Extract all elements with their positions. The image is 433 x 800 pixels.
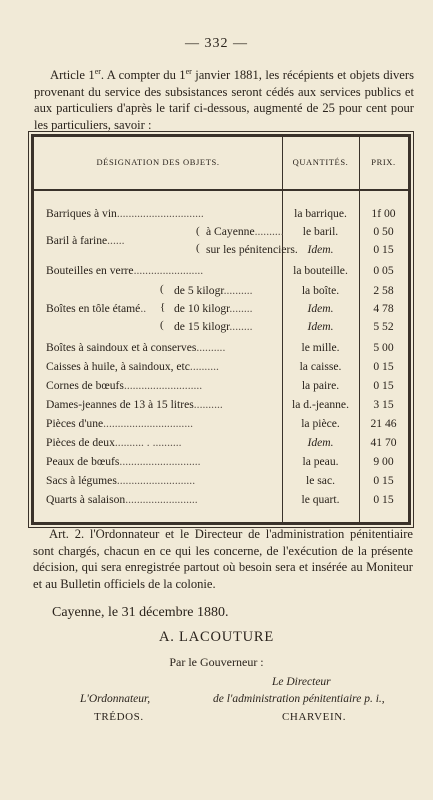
table-row-label: Baril à farine......	[46, 234, 125, 247]
ordonnateur-name: TRÉDOS.	[94, 711, 144, 723]
header-designation: DÉSIGNATION DES OBJETS.	[96, 157, 220, 167]
article-2-paragraph: Art. 2. l'Ordonnateur et le Directeur de l'administration pénitentiaire sont chargés, chacun en ce qui les concerne, de l'exécution de la présente décision, qui sera enregistrée partout où besoin sera et insérée au Moniteur et au Bulletin officiels de la colonie.	[33, 527, 413, 591]
directeur-name: CHARVEIN.	[282, 711, 347, 723]
table-row: à Cayenne.......... le baril. 0 50	[206, 225, 394, 238]
table-row: sur les pénitenciers. Idem. 0 15	[206, 243, 394, 256]
table-row: Peaux de bœufs............................ la peau. 9 00	[46, 455, 394, 468]
table-row: Bouteilles en verre........................ la bouteille. 0 05	[46, 264, 394, 277]
brace: {	[160, 301, 166, 313]
directeur-title-line2: de l'administration pénitentiaire p. i.,	[213, 693, 385, 705]
directeur-title-line1: Le Directeur	[272, 676, 331, 688]
ordonnateur-title: L'Ordonnateur,	[80, 693, 151, 705]
header-quantites: QUANTITÉS.	[292, 157, 349, 167]
table-row: Sacs à légumes........................... le sac. 0 15	[46, 474, 394, 487]
page-number: — 332 —	[185, 36, 248, 51]
table-row: Boîtes à saindoux et à conserves.......... le mille. 5 00	[46, 341, 394, 354]
table-row: Cornes de bœufs........................... la paire. 0 15	[46, 379, 394, 392]
header-divider	[34, 189, 408, 191]
table-row: Caisses à huile, à saindoux, etc.......... la caisse. 0 15	[46, 360, 394, 373]
par-le-gouverneur: Par le Gouverneur :	[169, 655, 264, 669]
table-row: Dames-jeannes de 13 à 15 litres.......... la d.-jeanne. 3 15	[46, 398, 394, 411]
brace: (	[196, 225, 200, 237]
header-prix: PRIX.	[371, 157, 396, 167]
article-1-paragraph: Article 1er. A compter du 1er janvier 1881, les récépients et objets divers provenant du service des subsistances seront cédés aux services publics et aux particuliers d'après le tarif ci-dessous, augmenté de 25 pour cent pour les particuliers, savoir :	[34, 67, 414, 132]
table-row: Barriques à vin.............................. la barrique. 1f 00	[46, 207, 396, 220]
brace: (	[160, 319, 164, 331]
table-row: Pièces de deux.......... . .......... Idem. 41 70	[46, 436, 397, 449]
table-row: Boîtes en tôle étamé.. de 10 kilogr........ Idem. 4 78	[46, 302, 394, 315]
table-row: Quarts à salaison......................... le quart. 0 15	[46, 493, 394, 506]
brace: (	[160, 283, 164, 295]
table-row: de 15 kilogr........ Idem. 5 52	[174, 320, 394, 333]
table-row: de 5 kilogr.......... la boîte. 2 58	[174, 284, 394, 297]
tariff-table	[31, 134, 411, 525]
brace: (	[196, 242, 200, 254]
dateline: Cayenne, le 31 décembre 1880.	[52, 605, 229, 620]
signatory-name: A. LACOUTURE	[158, 629, 275, 645]
table-row: Pièces d'une............................... la pièce. 21 46	[46, 417, 397, 430]
